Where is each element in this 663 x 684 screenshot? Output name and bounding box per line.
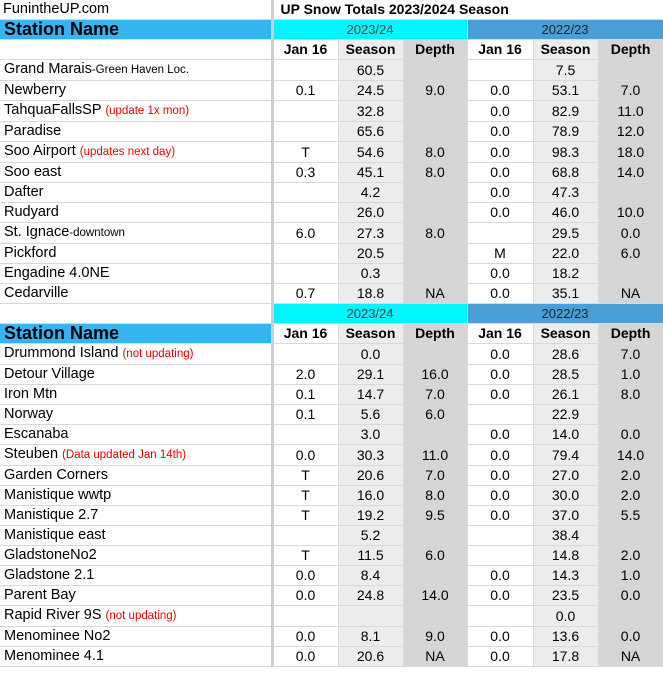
current-season-value: 45.1 bbox=[338, 163, 403, 183]
current-season-value: 65.6 bbox=[338, 122, 403, 142]
current-day-value: 0.1 bbox=[272, 385, 338, 405]
current-depth-value bbox=[403, 425, 467, 445]
current-season-value: 24.5 bbox=[338, 81, 403, 101]
current-day-value: 6.0 bbox=[272, 223, 338, 244]
current-depth-value: 8.0 bbox=[403, 142, 467, 163]
station-name-text: Grand Marais bbox=[4, 61, 92, 77]
previous-day-value: 0.0 bbox=[467, 385, 533, 405]
station-name-text: Gladstone 2.1 bbox=[4, 567, 95, 583]
station-row bbox=[0, 223, 663, 244]
station-name-text: Cedarville bbox=[4, 285, 69, 301]
previous-depth-value bbox=[598, 183, 663, 203]
previous-season-header: 2022/23 bbox=[467, 20, 663, 40]
station-name-text: Menominee 4.1 bbox=[4, 648, 104, 664]
station-row bbox=[0, 526, 663, 546]
current-season-value: 5.6 bbox=[338, 405, 403, 425]
station-name bbox=[0, 647, 272, 667]
current-depth-value bbox=[403, 60, 467, 81]
station-name bbox=[0, 101, 272, 122]
previous-depth-value: NA bbox=[598, 647, 663, 667]
current-season-value: 0.0 bbox=[338, 344, 403, 365]
station-name-text: Newberry bbox=[4, 82, 67, 98]
station-row bbox=[0, 122, 663, 142]
station-name bbox=[0, 344, 272, 365]
current-depth-value bbox=[403, 244, 467, 264]
current-depth-value: NA bbox=[403, 284, 467, 304]
current-season-value: 19.2 bbox=[338, 506, 403, 526]
previous-day-value: 0.0 bbox=[467, 586, 533, 606]
previous-season-value: 98.3 bbox=[533, 142, 598, 163]
current-depth-value bbox=[403, 203, 467, 223]
station-row bbox=[0, 546, 663, 566]
previous-day-value: 0.0 bbox=[467, 344, 533, 365]
station-name bbox=[0, 223, 272, 244]
current-day-value: 0.3 bbox=[272, 163, 338, 183]
current-depth-value bbox=[403, 344, 467, 365]
previous-depth-value: 11.0 bbox=[598, 101, 663, 122]
column-header-blank bbox=[0, 40, 272, 60]
previous-season-value: 30.0 bbox=[533, 486, 598, 506]
current-depth-value bbox=[403, 526, 467, 546]
station-name-text: GladstoneNo2 bbox=[4, 547, 97, 563]
station-row bbox=[0, 606, 663, 627]
previous-season-value: 28.6 bbox=[533, 344, 598, 365]
station-row bbox=[0, 627, 663, 647]
previous-depth-value bbox=[598, 606, 663, 627]
station-name-header-2: Station Name bbox=[0, 324, 272, 344]
season-header-row-2 bbox=[0, 304, 663, 324]
station-name-text: St. Ignace bbox=[4, 224, 70, 240]
current-season-value: 0.3 bbox=[338, 264, 403, 284]
col-season-previous-2: Season bbox=[533, 324, 598, 344]
station-row bbox=[0, 647, 663, 667]
current-day-value bbox=[272, 344, 338, 365]
station-name bbox=[0, 142, 272, 163]
station-row bbox=[0, 183, 663, 203]
previous-depth-value: 1.0 bbox=[598, 365, 663, 385]
station-name bbox=[0, 526, 272, 546]
previous-season-value: 38.4 bbox=[533, 526, 598, 546]
station-name-header: Station Name bbox=[0, 20, 272, 40]
previous-depth-value: 14.0 bbox=[598, 445, 663, 466]
previous-day-value bbox=[467, 606, 533, 627]
station-name bbox=[0, 122, 272, 142]
previous-season-value: 18.2 bbox=[533, 264, 598, 284]
station-name bbox=[0, 365, 272, 385]
current-day-value bbox=[272, 101, 338, 122]
current-season-value: 8.4 bbox=[338, 566, 403, 586]
current-season-value: 3.0 bbox=[338, 425, 403, 445]
station-row bbox=[0, 566, 663, 586]
previous-day-value: 0.0 bbox=[467, 101, 533, 122]
current-day-value: T bbox=[272, 466, 338, 486]
col-depth-previous-2: Depth bbox=[598, 324, 663, 344]
station-name-text: Dafter bbox=[4, 184, 44, 200]
previous-day-value: 0.0 bbox=[467, 566, 533, 586]
previous-season-value: 14.3 bbox=[533, 566, 598, 586]
previous-depth-value: 8.0 bbox=[598, 385, 663, 405]
station-name bbox=[0, 586, 272, 606]
previous-day-value: 0.0 bbox=[467, 183, 533, 203]
previous-day-value: 0.0 bbox=[467, 466, 533, 486]
current-season-value: 29.1 bbox=[338, 365, 403, 385]
current-depth-value bbox=[403, 264, 467, 284]
current-day-value: T bbox=[272, 142, 338, 163]
station-row bbox=[0, 81, 663, 101]
previous-day-value: 0.0 bbox=[467, 445, 533, 466]
previous-day-value: 0.0 bbox=[467, 264, 533, 284]
previous-season-header-2: 2022/23 bbox=[467, 304, 663, 324]
previous-season-value: 27.0 bbox=[533, 466, 598, 486]
current-season-value: 32.8 bbox=[338, 101, 403, 122]
current-depth-value: NA bbox=[403, 647, 467, 667]
station-row bbox=[0, 425, 663, 445]
current-day-value: 0.0 bbox=[272, 647, 338, 667]
station-name-text: Soo east bbox=[4, 164, 62, 180]
previous-season-value: 26.1 bbox=[533, 385, 598, 405]
current-season-value: 20.6 bbox=[338, 647, 403, 667]
previous-day-value: 0.0 bbox=[467, 284, 533, 304]
previous-season-value: 14.8 bbox=[533, 546, 598, 566]
current-day-value: 0.0 bbox=[272, 586, 338, 606]
current-depth-value: 9.5 bbox=[403, 506, 467, 526]
previous-season-value: 78.9 bbox=[533, 122, 598, 142]
previous-season-value: 23.5 bbox=[533, 586, 598, 606]
current-season-value: 4.2 bbox=[338, 183, 403, 203]
previous-day-value: 0.0 bbox=[467, 486, 533, 506]
station-name-text: Garden Corners bbox=[4, 467, 108, 483]
current-day-value bbox=[272, 264, 338, 284]
station-row bbox=[0, 60, 663, 81]
current-day-value: 0.7 bbox=[272, 284, 338, 304]
site-name: FunintheUP.com bbox=[0, 0, 272, 20]
previous-season-value: 28.5 bbox=[533, 365, 598, 385]
previous-depth-value: 0.0 bbox=[598, 223, 663, 244]
station-name bbox=[0, 425, 272, 445]
previous-depth-value: 10.0 bbox=[598, 203, 663, 223]
station-name-text: Iron Mtn bbox=[4, 386, 58, 402]
current-season-value: 20.6 bbox=[338, 466, 403, 486]
current-day-value bbox=[272, 425, 338, 445]
previous-depth-value: 0.0 bbox=[598, 586, 663, 606]
col-day-previous: Jan 16 bbox=[467, 40, 533, 60]
station-note: (updates next day) bbox=[79, 146, 176, 158]
previous-day-value: 0.0 bbox=[467, 81, 533, 101]
station-name-text: Manistique 2.7 bbox=[4, 507, 99, 523]
current-day-value: T bbox=[272, 486, 338, 506]
previous-day-value: 0.0 bbox=[467, 203, 533, 223]
previous-depth-value: 7.0 bbox=[598, 344, 663, 365]
current-day-value: 0.0 bbox=[272, 445, 338, 466]
current-day-value: T bbox=[272, 506, 338, 526]
station-note: (not updating) bbox=[122, 348, 194, 360]
column-header-row bbox=[0, 40, 663, 60]
station-row bbox=[0, 445, 663, 466]
previous-day-value bbox=[467, 546, 533, 566]
current-season-value: 11.5 bbox=[338, 546, 403, 566]
previous-day-value: M bbox=[467, 244, 533, 264]
col-day-current-2: Jan 16 bbox=[272, 324, 338, 344]
station-name bbox=[0, 506, 272, 526]
previous-season-value: 14.0 bbox=[533, 425, 598, 445]
current-season-value: 20.5 bbox=[338, 244, 403, 264]
current-day-value bbox=[272, 606, 338, 627]
current-depth-value: 8.0 bbox=[403, 486, 467, 506]
previous-season-value: 47.3 bbox=[533, 183, 598, 203]
station-name-text: Paradise bbox=[4, 123, 62, 139]
station-row bbox=[0, 344, 663, 365]
station-name-text: Soo Airport bbox=[4, 143, 76, 159]
current-depth-value: 6.0 bbox=[403, 405, 467, 425]
station-row bbox=[0, 506, 663, 526]
current-day-value bbox=[272, 60, 338, 81]
previous-depth-value: 0.0 bbox=[598, 627, 663, 647]
previous-season-value: 22.9 bbox=[533, 405, 598, 425]
current-depth-value: 7.0 bbox=[403, 466, 467, 486]
current-season-value: 8.1 bbox=[338, 627, 403, 647]
current-season-value: 60.5 bbox=[338, 60, 403, 81]
station-name bbox=[0, 81, 272, 101]
current-season-value: 54.6 bbox=[338, 142, 403, 163]
current-depth-value: 14.0 bbox=[403, 586, 467, 606]
previous-depth-value: 18.0 bbox=[598, 142, 663, 163]
previous-day-value: 0.0 bbox=[467, 142, 533, 163]
station-name bbox=[0, 264, 272, 284]
col-season-previous: Season bbox=[533, 40, 598, 60]
station-name-text: Engadine 4.0NE bbox=[4, 265, 110, 281]
previous-depth-value bbox=[598, 264, 663, 284]
current-day-value: 0.1 bbox=[272, 405, 338, 425]
current-season-value bbox=[338, 606, 403, 627]
previous-season-value: 0.0 bbox=[533, 606, 598, 627]
current-depth-value bbox=[403, 183, 467, 203]
station-name bbox=[0, 385, 272, 405]
station-row bbox=[0, 101, 663, 122]
station-name bbox=[0, 627, 272, 647]
previous-season-value: 79.4 bbox=[533, 445, 598, 466]
previous-season-value: 29.5 bbox=[533, 223, 598, 244]
station-note: (not updating) bbox=[105, 610, 177, 622]
season-header-row bbox=[0, 20, 663, 40]
station-name bbox=[0, 284, 272, 304]
station-row bbox=[0, 142, 663, 163]
current-depth-value bbox=[403, 606, 467, 627]
station-name-text: Steuben bbox=[4, 446, 59, 462]
station-row bbox=[0, 284, 663, 304]
current-depth-value: 7.0 bbox=[403, 385, 467, 405]
current-season-header: 2023/24 bbox=[272, 20, 467, 40]
station-name-text: Drummond Island bbox=[4, 345, 119, 361]
previous-depth-value: 6.0 bbox=[598, 244, 663, 264]
station-row bbox=[0, 466, 663, 486]
station-row bbox=[0, 385, 663, 405]
previous-season-value: 68.8 bbox=[533, 163, 598, 183]
previous-season-value: 82.9 bbox=[533, 101, 598, 122]
station-name bbox=[0, 405, 272, 425]
current-depth-value: 9.0 bbox=[403, 81, 467, 101]
title-row bbox=[0, 0, 663, 20]
current-depth-value: 9.0 bbox=[403, 627, 467, 647]
previous-depth-value: 2.0 bbox=[598, 546, 663, 566]
previous-day-value bbox=[467, 60, 533, 81]
station-name-text: Menominee No2 bbox=[4, 628, 111, 644]
previous-season-value: 37.0 bbox=[533, 506, 598, 526]
station-name bbox=[0, 163, 272, 183]
station-name bbox=[0, 546, 272, 566]
station-row bbox=[0, 405, 663, 425]
current-depth-value: 16.0 bbox=[403, 365, 467, 385]
blank-cell bbox=[0, 304, 272, 324]
current-depth-value: 8.0 bbox=[403, 223, 467, 244]
current-day-value bbox=[272, 122, 338, 142]
previous-day-value bbox=[467, 223, 533, 244]
current-depth-value bbox=[403, 566, 467, 586]
previous-season-value: 46.0 bbox=[533, 203, 598, 223]
previous-depth-value bbox=[598, 405, 663, 425]
station-name-text: Manistique wwtp bbox=[4, 487, 112, 503]
previous-season-value: 35.1 bbox=[533, 284, 598, 304]
current-day-value bbox=[272, 526, 338, 546]
current-day-value: T bbox=[272, 546, 338, 566]
previous-depth-value bbox=[598, 60, 663, 81]
current-depth-value bbox=[403, 122, 467, 142]
current-day-value: 0.1 bbox=[272, 81, 338, 101]
station-name-text: Escanaba bbox=[4, 426, 69, 442]
col-depth-current-2: Depth bbox=[403, 324, 467, 344]
current-day-value: 0.0 bbox=[272, 627, 338, 647]
current-day-value bbox=[272, 244, 338, 264]
previous-depth-value: 5.5 bbox=[598, 506, 663, 526]
previous-depth-value: 2.0 bbox=[598, 486, 663, 506]
previous-depth-value: 1.0 bbox=[598, 566, 663, 586]
previous-season-value: 17.8 bbox=[533, 647, 598, 667]
previous-season-value: 7.5 bbox=[533, 60, 598, 81]
station-location: -Green Haven Loc. bbox=[91, 64, 190, 76]
station-row bbox=[0, 163, 663, 183]
previous-day-value bbox=[467, 405, 533, 425]
previous-depth-value: 7.0 bbox=[598, 81, 663, 101]
station-row bbox=[0, 586, 663, 606]
station-name bbox=[0, 606, 272, 627]
current-day-value: 2.0 bbox=[272, 365, 338, 385]
station-note: (update 1x mon) bbox=[105, 105, 190, 117]
current-depth-value: 11.0 bbox=[403, 445, 467, 466]
station-name-text: Manistique east bbox=[4, 527, 106, 543]
station-name bbox=[0, 466, 272, 486]
station-row bbox=[0, 203, 663, 223]
current-day-value bbox=[272, 183, 338, 203]
previous-depth-value: 2.0 bbox=[598, 466, 663, 486]
station-name bbox=[0, 445, 272, 466]
col-season-current: Season bbox=[338, 40, 403, 60]
station-name-text: Pickford bbox=[4, 245, 57, 261]
col-day-previous-2: Jan 16 bbox=[467, 324, 533, 344]
station-row bbox=[0, 264, 663, 284]
current-season-value: 5.2 bbox=[338, 526, 403, 546]
previous-depth-value: 14.0 bbox=[598, 163, 663, 183]
previous-day-value: 0.0 bbox=[467, 425, 533, 445]
previous-depth-value: 0.0 bbox=[598, 425, 663, 445]
station-row bbox=[0, 486, 663, 506]
current-season-value: 27.3 bbox=[338, 223, 403, 244]
col-depth-current: Depth bbox=[403, 40, 467, 60]
station-name-text: Rudyard bbox=[4, 204, 59, 220]
current-season-value: 30.3 bbox=[338, 445, 403, 466]
previous-day-value: 0.0 bbox=[467, 647, 533, 667]
previous-season-value: 13.6 bbox=[533, 627, 598, 647]
station-name-text: Parent Bay bbox=[4, 587, 76, 603]
current-season-value: 16.0 bbox=[338, 486, 403, 506]
station-name bbox=[0, 486, 272, 506]
station-location: -downtown bbox=[69, 227, 125, 239]
previous-day-value: 0.0 bbox=[467, 122, 533, 142]
station-name bbox=[0, 60, 272, 81]
current-season-value: 26.0 bbox=[338, 203, 403, 223]
station-name bbox=[0, 244, 272, 264]
current-day-value bbox=[272, 203, 338, 223]
page-title: UP Snow Totals 2023/2024 Season bbox=[272, 0, 663, 20]
previous-season-value: 53.1 bbox=[533, 81, 598, 101]
station-note: (Data updated Jan 14th) bbox=[62, 449, 187, 461]
previous-depth-value bbox=[598, 526, 663, 546]
station-name bbox=[0, 566, 272, 586]
previous-day-value: 0.0 bbox=[467, 506, 533, 526]
current-season-value: 14.7 bbox=[338, 385, 403, 405]
col-season-current-2: Season bbox=[338, 324, 403, 344]
previous-day-value: 0.0 bbox=[467, 163, 533, 183]
col-day-current: Jan 16 bbox=[272, 40, 338, 60]
current-season-value: 24.8 bbox=[338, 586, 403, 606]
current-depth-value: 6.0 bbox=[403, 546, 467, 566]
previous-day-value bbox=[467, 526, 533, 546]
previous-depth-value: NA bbox=[598, 284, 663, 304]
previous-day-value: 0.0 bbox=[467, 627, 533, 647]
current-season-header-2: 2023/24 bbox=[272, 304, 467, 324]
station-name bbox=[0, 203, 272, 223]
col-depth-previous: Depth bbox=[598, 40, 663, 60]
station-name-text: Rapid River 9S bbox=[4, 607, 102, 623]
current-depth-value bbox=[403, 101, 467, 122]
station-name-text: TahquaFallsSP bbox=[4, 102, 102, 118]
current-season-value: 18.8 bbox=[338, 284, 403, 304]
station-row bbox=[0, 244, 663, 264]
station-name-text: Norway bbox=[4, 406, 54, 422]
previous-day-value: 0.0 bbox=[467, 365, 533, 385]
station-name-text: Detour Village bbox=[4, 366, 95, 382]
station-name bbox=[0, 183, 272, 203]
current-day-value: 0.0 bbox=[272, 566, 338, 586]
previous-season-value: 22.0 bbox=[533, 244, 598, 264]
station-row bbox=[0, 365, 663, 385]
column-header-row-2 bbox=[0, 324, 663, 344]
current-depth-value: 8.0 bbox=[403, 163, 467, 183]
previous-depth-value: 12.0 bbox=[598, 122, 663, 142]
